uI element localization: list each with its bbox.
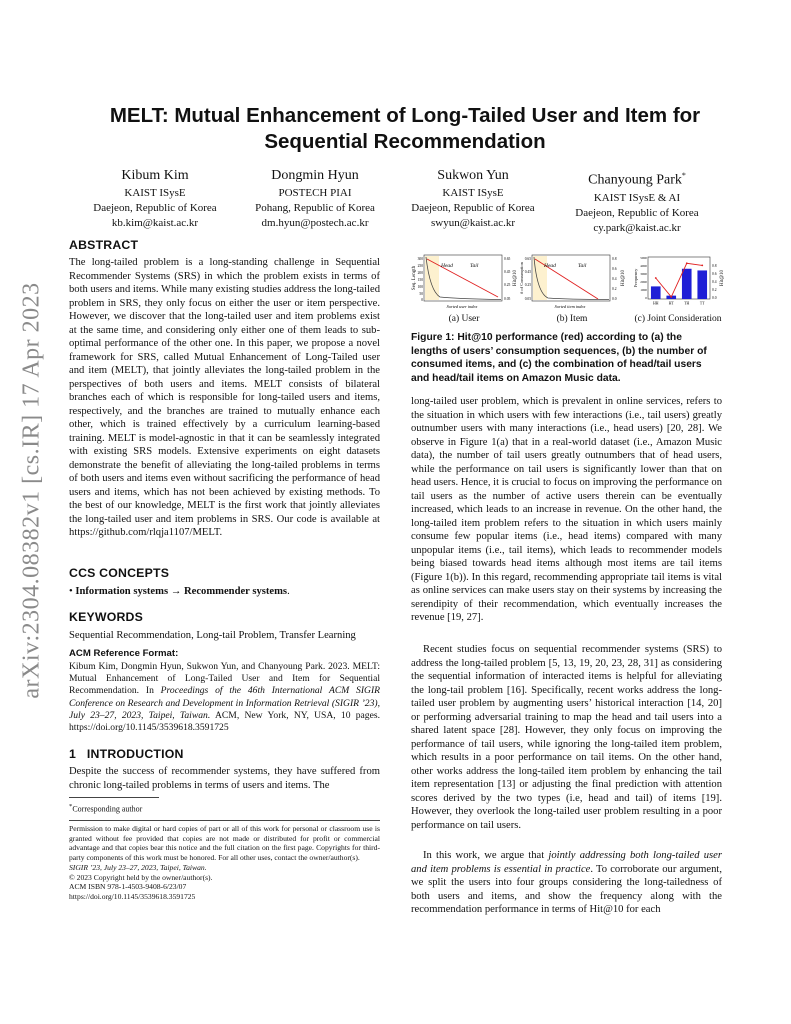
y-tick-left: 0.45 (524, 270, 531, 274)
region-tail-label: Tail (578, 263, 587, 269)
ccs-item-b: Recommender systems (183, 586, 288, 597)
category-tick-label: HH (653, 301, 659, 306)
permission-text: Permission to make digital or hard copies of part or all of this work for personal or classroom use is granted without fee provided that copies are not made or distributed for profit or commercial advantage and that copies bear this notice and the full citation on the first page. Copyrights for third-party components of this work must be honored. For all other uses, contact the owner/author(s). (69, 824, 380, 863)
y-tick-right: 0.4 (712, 280, 717, 284)
ccs-heading: CCS CONCEPTS (69, 566, 170, 580)
author-block (388, 166, 558, 231)
title-line-2: Sequential Recommendation (264, 130, 546, 153)
introduction-text: Despite the success of recommender systems, they have suffered from chronic long-tailed problems in terms of users and items. The (69, 766, 380, 791)
region-tail-label: Tail (470, 263, 479, 269)
frequency-bar (682, 269, 692, 299)
author-affiliation: POSTECH PIAI (278, 187, 352, 199)
hit10-point (670, 296, 672, 298)
hit10-point (655, 277, 657, 279)
figure-panel-item (518, 253, 626, 315)
y-axis-label-right: Hit@10 (720, 270, 725, 286)
panel-a-label: (a) User (448, 314, 480, 324)
y-tick-left: 50 (419, 292, 423, 296)
permission-copyright: © 2023 Copyright held by the owner/author(s). (69, 872, 213, 882)
y-tick-right: 0.25 (504, 283, 511, 287)
author-affiliation: KAIST ISysE (124, 187, 186, 199)
y-tick-left: 3000 (640, 272, 647, 276)
y-axis-label-right: Hit@10 (513, 270, 518, 286)
author-name: Kibum Kim (121, 168, 189, 183)
y-tick-right: 0.0 (712, 296, 717, 300)
abstract-text: The long-tailed problem is a long-standing challenge in Sequential Recommender Systems (SRS) in which the problem exists in terms of both users and items. While many existing studies address the long-tailed problem in SRS, they only focus on either the user or item perspective. However, we discover that the long-tailed user and item problems exist at the same time, and considering only either one of them leads to sub-optimal performance of the other one. In this paper, we propose a novel framework for SRS, called Mutual Enhancement of Long-Tailed user and item (MELT), that jointly alleviates the long-tailed problem in the perspectives of both users and items. MELT consists of bilateral branches each of which is responsible for long-tailed users and items, respectively, and the branches are trained to mutually enhance each other, which is trained effectively by a curriculum learning-based training. MELT is model-agnostic in that it can be seamlessly integrated with existing SRS models. Extensive experiments on eight datasets demonstrate the benefit of alleviating the long-tailed problems in terms of both users and items even without sacrificing the performance of head users and items, which has not been achieved by existing methods. To the best of our knowledge, MELT is the first work that jointly alleviates the long-tailed user and item problems in SRS. Our code is available at https://github.com/rlqja1107/MELT. (69, 257, 380, 538)
y-tick-left: 1000 (640, 288, 647, 292)
ccs-item-a: Information systems (75, 586, 169, 597)
author-name: Chanyoung Park* (588, 171, 686, 188)
author-email: cy.park@kaist.ac.kr (593, 221, 681, 234)
author-block (70, 166, 240, 231)
y-tick-right: 0.4 (612, 277, 617, 281)
permission-isbn: ACM ISBN 978-1-4503-9408-6/23/07 (69, 882, 187, 892)
figure-panel-user (410, 253, 518, 315)
y-tick-left: 150 (417, 278, 423, 282)
frequency-bar (651, 286, 661, 299)
y-tick-right: 0.45 (504, 270, 511, 274)
hit10-point (701, 265, 703, 267)
keywords-text: Sequential Recommendation, Long-tail Problem, Transfer Learning (69, 630, 356, 641)
y-tick-right: 0.6 (712, 272, 717, 276)
footnote: *Corresponding author (69, 803, 143, 814)
author-affiliation: KAIST ISysE (442, 187, 504, 199)
region-head-label: Head (544, 263, 556, 269)
y-axis-label-left: # of Consumption (519, 262, 524, 294)
author-location: Daejeon, Republic of Korea (93, 202, 217, 214)
y-tick-left: 0 (645, 296, 647, 300)
y-tick-right: 0.6 (612, 267, 617, 271)
y-axis-label-left: Seq. Length (412, 265, 417, 291)
y-tick-left: 100 (417, 285, 423, 289)
permission-notice (69, 824, 380, 902)
author-email: dm.hyun@postech.ac.kr (261, 217, 369, 229)
permission-venue: SIGIR ’23, July 23–27, 2023, Taipei, Taiwan. (69, 862, 207, 872)
y-tick-left: 0.65 (524, 257, 531, 261)
y-tick-right: 0.2 (712, 288, 717, 292)
acm-reference-heading: ACM Reference Format: (69, 648, 179, 659)
right-column-paragraph-1: long-tailed user problem, which is prevalent in online services, refers to the situation in which users with few interactions (i.e., tail users) greatly outnumber users with many interactions (i.e., head users) [20, 28]. We observe in Figure 1(a) that in a real-world dataset (i.e., Amazon Music data), the number of tail users greatly outnumbers that of head users, while the performance on tail users is significantly lower than that on head users. Hence, it is crucial to focus on improving the performance on tail users as the number of active users therein can be eventually increased, which leads to an increase in revenue. On the other hand, the long-tailed item problem refers to the situation in which users mainly consume few popular items (i.e., head items) compared with many unpopular items (i.e., tail items), which leads to recommender models being biased towards head items although most items are tail items (Figure 1(b)). In this regard, recommending appropriate tail items is vital as online services can make users stay on their systems by increasing the serendipity of their recommendation, which eventually increases the revenue [19, 27]. (411, 396, 722, 623)
author-email: kb.kim@kaist.ac.kr (111, 217, 199, 229)
arxiv-identifier-stamp: arXiv:2304.08382v1 [cs.IR] 17 Apr 2023 (18, 281, 45, 699)
category-tick-label: HT (668, 301, 674, 306)
x-axis-label: Sorted item index (554, 304, 586, 309)
y-tick-left: 0.25 (524, 283, 531, 287)
author-location: Daejeon, Republic of Korea (411, 202, 535, 214)
region-head-label: Head (441, 263, 453, 269)
y-tick-right: 0.8 (712, 264, 717, 268)
panel-c-label: (c) Joint Consideration (634, 314, 722, 324)
introduction-heading: 1 INTRODUCTION (69, 747, 184, 761)
category-tick-label: TH (684, 301, 690, 306)
hit10-point (686, 262, 688, 264)
figure-caption: Figure 1: Hit@10 performance (red) according to (a) the lengths of users’ consumption sequences, (b) the number of consumed items, and (c) the combination of head/tail users and head/tail items on Amazon Music data. (411, 332, 707, 384)
keywords-heading: KEYWORDS (69, 610, 144, 624)
y-tick-right: 0.05 (504, 297, 511, 301)
panel-b-label: (b) Item (556, 314, 588, 324)
acm-reference-text: Kibum Kim, Dongmin Hyun, Sukwon Yun, and Chanyoung Park. 2023. MELT: Mutual Enhancement of Long-Tailed User and Item for Sequential Recommendation. In Proceedings of the 46th International ACM SIGIR Conference on Research and Development in Information Retrieval (SIGIR ’23), July 23–27, 2023, Taipei, Taiwan. ACM, New York, NY, USA, 10 pages. https://doi.org/10.1145/3539618.3591725 (69, 661, 380, 734)
figure-panel-joint (628, 253, 728, 315)
abstract-heading: ABSTRACT (69, 238, 139, 252)
y-axis-label-left: Frequency (633, 268, 638, 288)
permission-rule (69, 820, 380, 821)
y-tick-left: 0.05 (524, 297, 531, 301)
author-block (230, 166, 400, 231)
permission-doi: https://doi.org/10.1145/3539618.3591725 (69, 891, 196, 901)
x-axis-label: Sorted user index (446, 304, 478, 309)
y-axis-label-right: Hit@10 (621, 270, 626, 286)
paper-title (60, 103, 750, 155)
y-tick-left: 5000 (640, 256, 647, 260)
y-tick-left: 250 (417, 264, 423, 268)
y-tick-right: 0.2 (612, 287, 617, 291)
author-name: Dongmin Hyun (271, 168, 359, 183)
y-tick-left: 2000 (640, 280, 647, 284)
title-line-1: MELT: Mutual Enhancement of Long-Tailed User and Item for (109, 104, 701, 127)
ccs-concepts: • Information systems → Recommender systems. (69, 586, 290, 597)
corresponding-mark: * (681, 171, 686, 180)
frequency-bar (697, 270, 707, 299)
right-column-paragraph-2: Recent studies focus on sequential recommender systems (SRS) to address the long-tailed problem [5, 13, 19, 20, 23, 28, 31] as considering the sequential information of interacted items is helpful for alleviating the long-tail problem [16]. Specifically, recent works address the long-tailed user problem by augmenting users’ historical interaction [14, 20] or performing adversarial training to map the head and tail users into a shared latent space [28]. However, they only focus on improving the performance of tail users, while ignoring the long-tailed item problem, which results in a poor performance on tail items. On the other hand, other works address the long-tailed item problem by enhancing the tail item representation [13] or adjusting the final prediction with attention scores derived by the two types (i.e, head and tail) of items [19]. However, they overlook the long-tailed user problem resulting in a poor performance on tail users. (411, 644, 722, 831)
y-tick-right: 0.0 (612, 297, 617, 301)
author-email: swyun@kaist.ac.kr (430, 217, 516, 229)
category-tick-label: TT (699, 301, 705, 306)
right-column-paragraph-3: In this work, we argue that jointly addressing both long-tailed user and item problems is essential in practice. To corroborate our argument, we split the users into four groups considering the long-tailedness of both users and items, and show the frequency along with the recommendation performance in terms of Hit@10 for each (411, 850, 723, 915)
y-tick-right: 0.8 (612, 257, 617, 261)
y-tick-left: 200 (417, 271, 423, 275)
y-tick-left: 300 (417, 257, 423, 261)
y-tick-right: 0.65 (504, 257, 511, 261)
y-tick-left: 4000 (640, 264, 647, 268)
author-location: Pohang, Republic of Korea (255, 202, 375, 214)
footnote-rule (69, 797, 159, 798)
author-location: Daejeon, Republic of Korea (575, 206, 699, 219)
author-name: Sukwon Yun (437, 168, 509, 183)
author-block (552, 166, 722, 236)
y-tick-left: 0 (421, 298, 423, 302)
author-affiliation: KAIST ISysE & AI (593, 191, 681, 204)
